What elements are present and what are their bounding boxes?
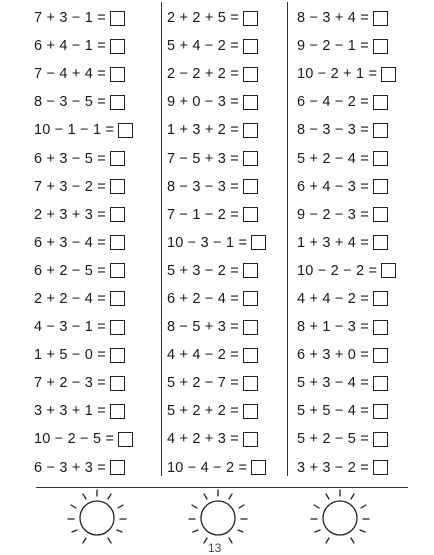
problem-expression: 4 + 4 − 2 =	[167, 347, 239, 364]
column-divider	[161, 2, 162, 476]
answer-box[interactable]	[243, 263, 258, 278]
problem-expression: 8 − 3 − 5 =	[34, 94, 106, 111]
answer-box[interactable]	[110, 179, 125, 194]
problem-expression: 4 + 4 − 2 =	[297, 290, 369, 307]
problem-expression: 1 + 3 + 4 =	[297, 234, 369, 251]
problem-expression: 1 + 5 − 0 =	[34, 347, 106, 364]
answer-box[interactable]	[118, 432, 133, 447]
problem-row	[34, 313, 154, 341]
problem-expression: 6 + 4 − 3 =	[297, 178, 369, 195]
problem-row	[297, 257, 417, 285]
sun-icon	[309, 488, 371, 550]
problem-row	[34, 229, 154, 257]
problem-expression: 8 + 1 − 3 =	[297, 319, 369, 336]
problem-expression: 10 − 4 − 2 =	[167, 459, 248, 476]
problem-row	[167, 4, 285, 32]
answer-box[interactable]	[381, 67, 396, 82]
problem-expression: 8 − 3 + 4 =	[297, 10, 369, 27]
problem-expression: 6 + 3 − 4 =	[34, 234, 106, 251]
problem-expression: 5 + 3 − 4 =	[297, 375, 369, 392]
answer-box[interactable]	[373, 291, 388, 306]
problem-expression: 10 − 2 − 5 =	[34, 431, 115, 448]
problem-expression: 4 + 2 + 3 =	[167, 431, 239, 448]
answer-box[interactable]	[251, 460, 266, 475]
problem-expression: 10 − 3 − 1 =	[167, 234, 248, 251]
answer-box[interactable]	[373, 151, 388, 166]
answer-box[interactable]	[373, 320, 388, 335]
problem-expression: 7 − 4 + 4 =	[34, 66, 106, 83]
answer-box[interactable]	[110, 460, 125, 475]
problem-row	[34, 116, 154, 144]
problem-expression: 9 + 0 − 3 =	[167, 94, 239, 111]
answer-box[interactable]	[373, 39, 388, 54]
answer-box[interactable]	[243, 207, 258, 222]
answer-box[interactable]	[243, 123, 258, 138]
problem-expression: 2 + 2 + 5 =	[167, 10, 239, 27]
problem-expression: 8 − 3 − 3 =	[297, 122, 369, 139]
answer-box[interactable]	[118, 123, 133, 138]
answer-box[interactable]	[110, 151, 125, 166]
problem-row	[167, 32, 285, 60]
problem-expression: 2 + 2 − 4 =	[34, 290, 106, 307]
problem-row	[297, 425, 417, 453]
problem-row	[34, 88, 154, 116]
answer-box[interactable]	[373, 460, 388, 475]
problem-row	[34, 369, 154, 397]
problem-row	[297, 173, 417, 201]
problem-row	[34, 201, 154, 229]
answer-box[interactable]	[110, 348, 125, 363]
problem-expression: 10 − 2 + 1 =	[297, 66, 378, 83]
answer-box[interactable]	[251, 235, 266, 250]
problem-row	[297, 341, 417, 369]
problem-row	[167, 369, 285, 397]
answer-box[interactable]	[110, 291, 125, 306]
answer-box[interactable]	[110, 67, 125, 82]
problem-row	[297, 60, 417, 88]
problem-row	[297, 397, 417, 425]
answer-box[interactable]	[373, 95, 388, 110]
problem-expression: 7 + 3 − 2 =	[34, 178, 106, 195]
problem-row	[34, 397, 154, 425]
problem-expression: 3 + 3 − 2 =	[297, 459, 369, 476]
problem-row	[297, 4, 417, 32]
problem-column-1	[34, 4, 154, 482]
problem-row	[34, 173, 154, 201]
problem-row	[297, 369, 417, 397]
answer-box[interactable]	[243, 67, 258, 82]
answer-box[interactable]	[243, 432, 258, 447]
problem-row	[297, 116, 417, 144]
problem-expression: 6 + 2 − 4 =	[167, 290, 239, 307]
problem-expression: 5 + 3 − 2 =	[167, 262, 239, 279]
answer-box[interactable]	[243, 39, 258, 54]
problem-expression: 7 − 1 − 2 =	[167, 206, 239, 223]
answer-box[interactable]	[381, 263, 396, 278]
problem-expression: 7 + 2 − 3 =	[34, 375, 106, 392]
answer-box[interactable]	[373, 123, 388, 138]
problem-row	[34, 4, 154, 32]
problem-row	[34, 144, 154, 172]
answer-box[interactable]	[110, 263, 125, 278]
problem-row	[34, 454, 154, 482]
problem-expression: 5 + 2 − 7 =	[167, 375, 239, 392]
problem-column-2	[167, 4, 285, 482]
answer-box[interactable]	[243, 11, 258, 26]
problem-expression: 2 + 3 + 3 =	[34, 206, 106, 223]
problem-expression: 1 + 3 + 2 =	[167, 122, 239, 139]
problem-row	[34, 425, 154, 453]
problem-column-3	[297, 4, 417, 482]
problem-expression: 10 − 1 − 1 =	[34, 122, 115, 139]
problem-expression: 4 − 3 − 1 =	[34, 319, 106, 336]
problem-row	[167, 257, 285, 285]
answer-box[interactable]	[373, 404, 388, 419]
answer-box[interactable]	[243, 376, 258, 391]
problem-row	[297, 88, 417, 116]
problem-row	[167, 313, 285, 341]
problem-row	[297, 144, 417, 172]
problem-expression: 2 − 2 + 2 =	[167, 66, 239, 83]
answer-box[interactable]	[110, 207, 125, 222]
problem-row	[297, 229, 417, 257]
problem-row	[167, 88, 285, 116]
problem-expression: 6 − 4 − 2 =	[297, 94, 369, 111]
answer-box[interactable]	[373, 11, 388, 26]
problem-expression: 6 + 2 − 5 =	[34, 262, 106, 279]
answer-box[interactable]	[110, 235, 125, 250]
answer-box[interactable]	[110, 95, 125, 110]
problem-row	[297, 285, 417, 313]
problem-expression: 9 − 2 − 3 =	[297, 206, 369, 223]
problem-row	[34, 60, 154, 88]
problem-row	[34, 32, 154, 60]
problem-row	[167, 60, 285, 88]
sun-icon	[66, 488, 128, 550]
page-number: 13	[208, 541, 222, 555]
answer-box[interactable]	[243, 348, 258, 363]
problem-expression: 7 + 3 − 1 =	[34, 10, 106, 27]
answer-box[interactable]	[243, 320, 258, 335]
answer-box[interactable]	[373, 179, 388, 194]
problem-expression: 5 + 2 − 4 =	[297, 150, 369, 167]
problem-row	[34, 341, 154, 369]
answer-box[interactable]	[110, 320, 125, 335]
answer-box[interactable]	[243, 179, 258, 194]
problem-expression: 7 − 5 + 3 =	[167, 150, 239, 167]
answer-box[interactable]	[373, 376, 388, 391]
problem-expression: 10 − 2 − 2 =	[297, 262, 378, 279]
problem-row	[167, 425, 285, 453]
answer-box[interactable]	[373, 207, 388, 222]
column-divider	[287, 2, 288, 476]
problem-row	[167, 116, 285, 144]
problem-expression: 5 + 2 + 2 =	[167, 403, 239, 420]
problem-expression: 9 − 2 − 1 =	[297, 38, 369, 55]
problem-row	[297, 313, 417, 341]
problem-expression: 5 + 4 − 2 =	[167, 38, 239, 55]
problem-expression: 5 + 2 − 5 =	[297, 431, 369, 448]
problem-row	[167, 144, 285, 172]
problem-expression: 6 + 3 + 0 =	[297, 347, 369, 364]
problem-row	[167, 285, 285, 313]
problem-expression: 5 + 5 − 4 =	[297, 403, 369, 420]
answer-box[interactable]	[110, 39, 125, 54]
answer-box[interactable]	[243, 95, 258, 110]
problem-row	[167, 173, 285, 201]
answer-box[interactable]	[373, 348, 388, 363]
problem-expression: 6 + 4 − 1 =	[34, 38, 106, 55]
problem-row	[34, 285, 154, 313]
problem-expression: 6 + 3 − 5 =	[34, 150, 106, 167]
answer-box[interactable]	[243, 404, 258, 419]
problem-expression: 8 − 5 + 3 =	[167, 319, 239, 336]
answer-box[interactable]	[373, 235, 388, 250]
problem-expression: 6 − 3 + 3 =	[34, 459, 106, 476]
problem-row	[34, 257, 154, 285]
answer-box[interactable]	[110, 11, 125, 26]
problem-row	[297, 201, 417, 229]
problem-row	[167, 397, 285, 425]
problem-row	[167, 229, 285, 257]
answer-box[interactable]	[373, 432, 388, 447]
answer-box[interactable]	[243, 291, 258, 306]
problem-row	[297, 32, 417, 60]
answer-box[interactable]	[110, 376, 125, 391]
problem-expression: 3 + 3 + 1 =	[34, 403, 106, 420]
problem-row	[167, 454, 285, 482]
problem-row	[167, 341, 285, 369]
problem-row	[297, 454, 417, 482]
problem-row	[167, 201, 285, 229]
answer-box[interactable]	[243, 151, 258, 166]
answer-box[interactable]	[110, 404, 125, 419]
problem-expression: 8 − 3 − 3 =	[167, 178, 239, 195]
